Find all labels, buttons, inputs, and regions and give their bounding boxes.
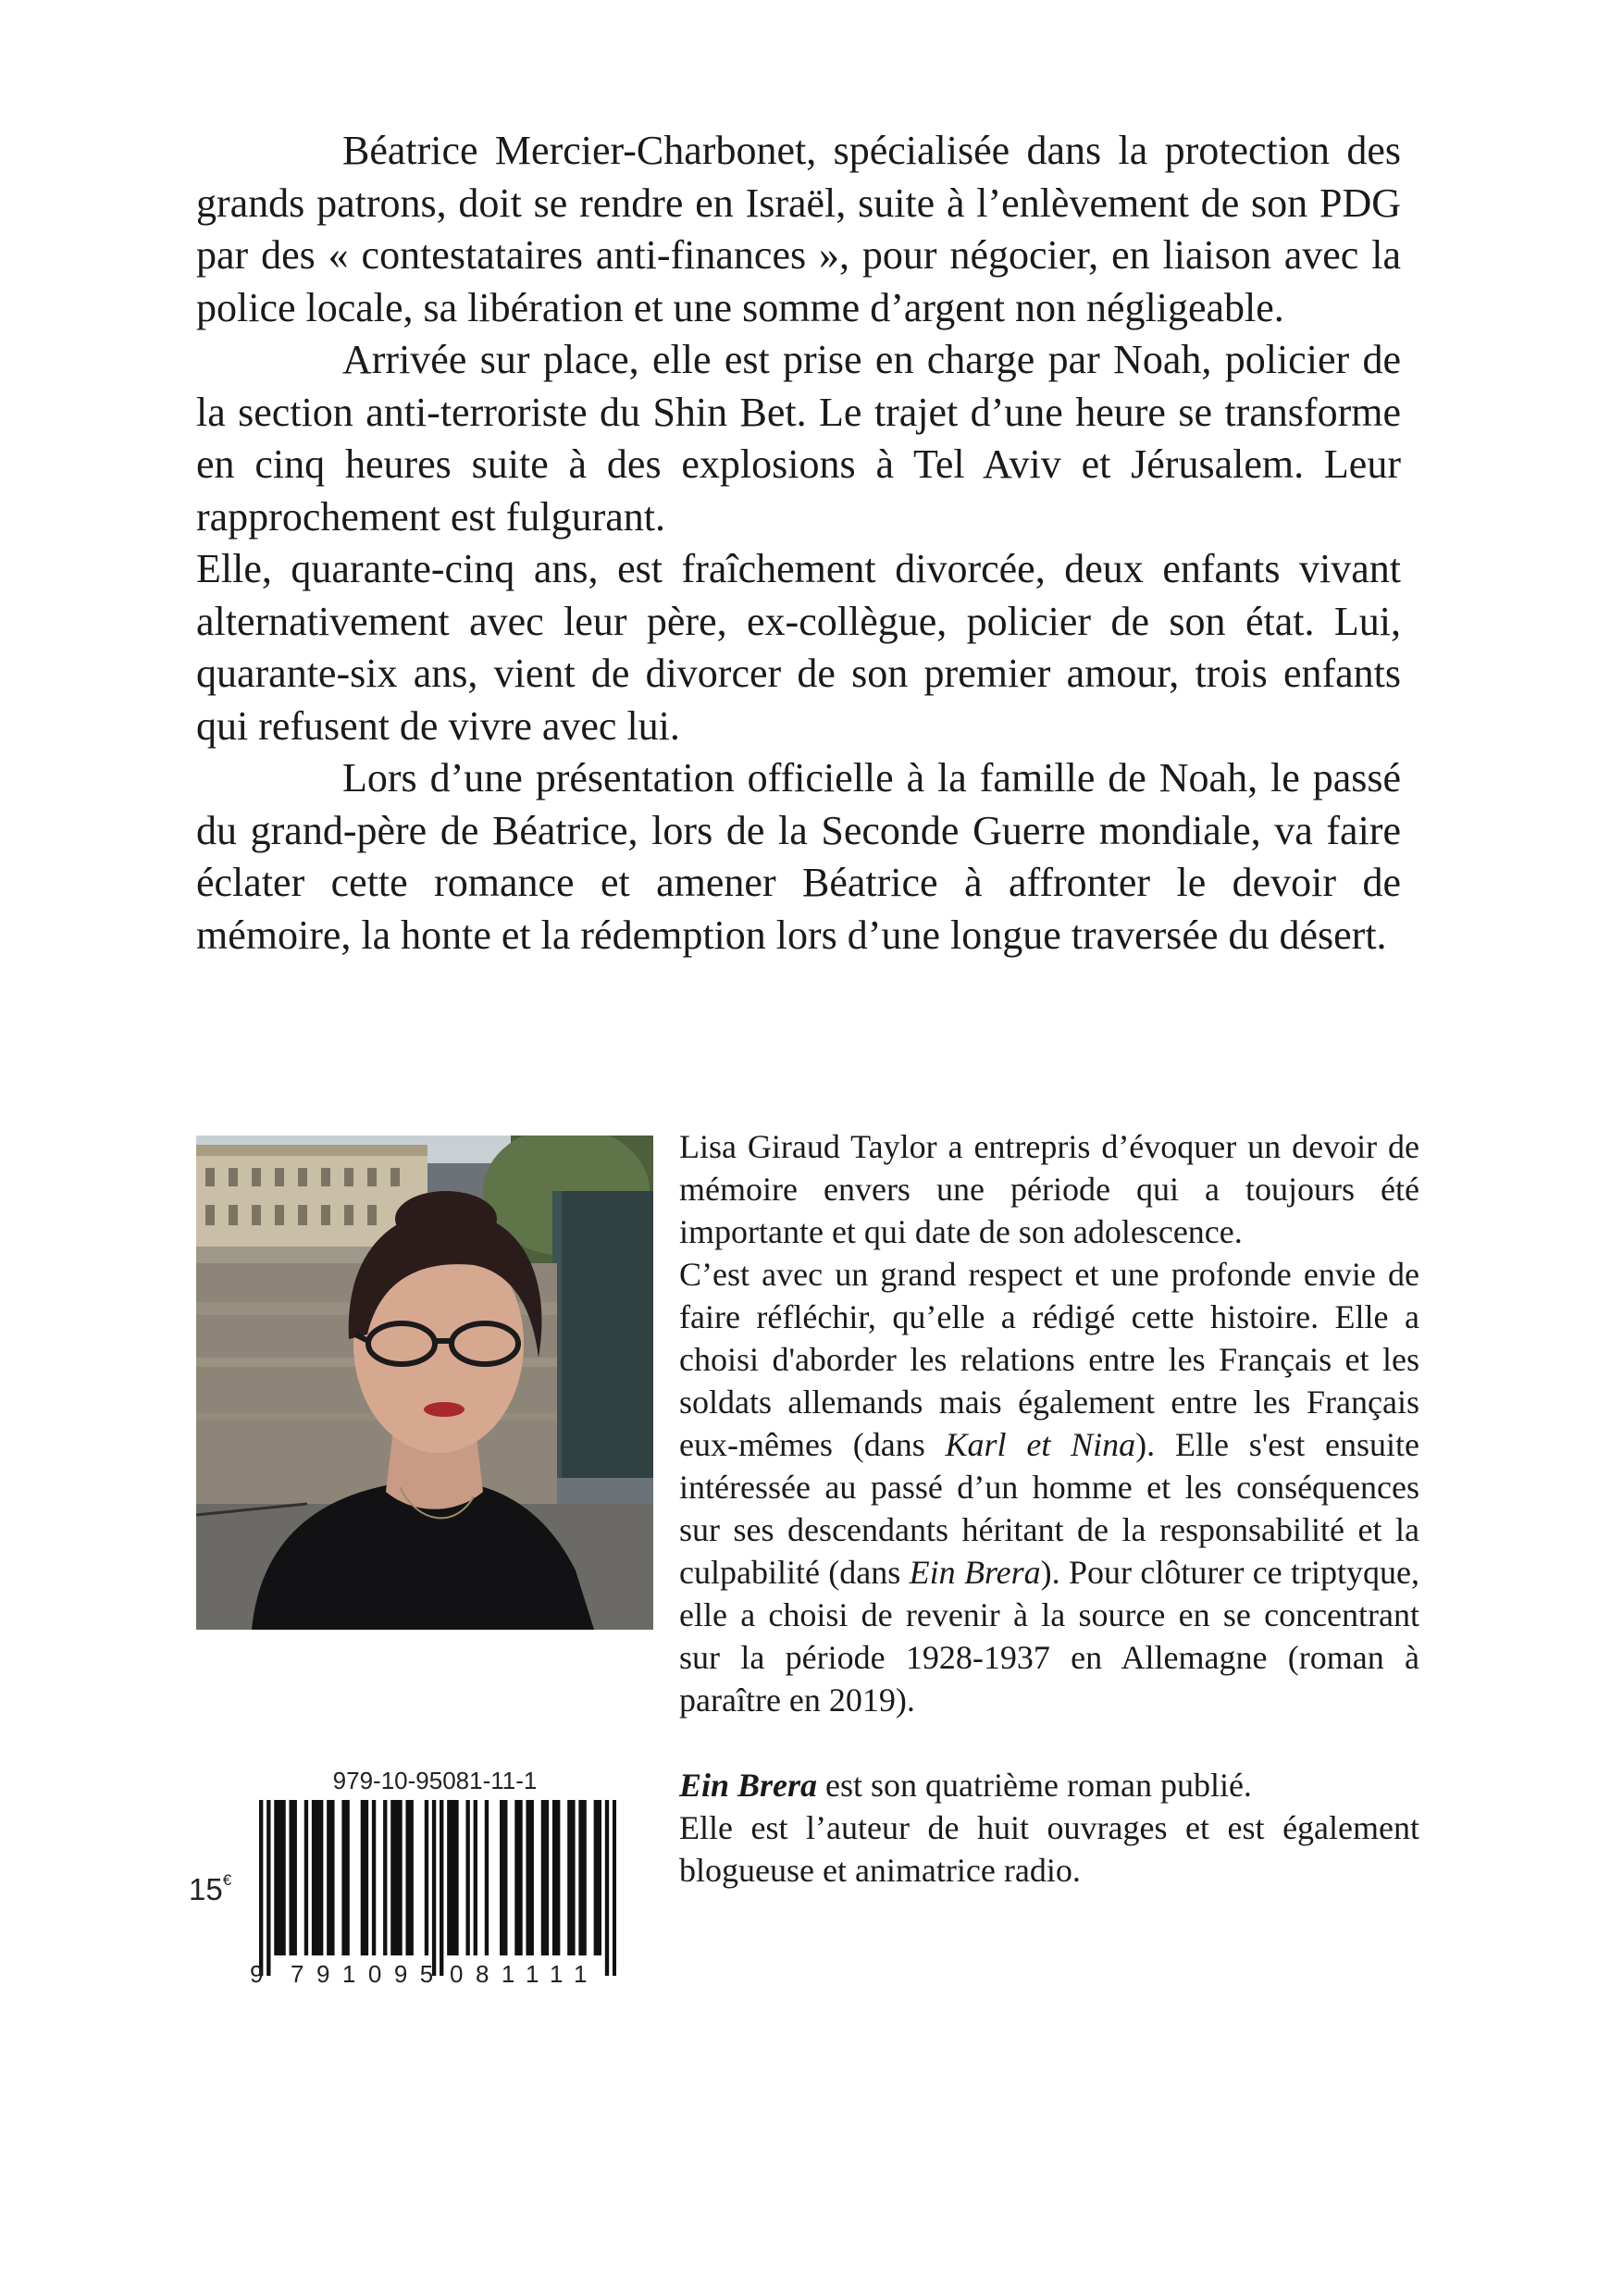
barcode-bar	[465, 1800, 469, 1955]
bio-text: C’est avec un grand respect et une profonde envie de faire réfléchir, qu’elle a rédigé cette histoire. Elle a choisi d'aborder les relations entre les Français et les soldats allemands mais également entre les Français eux-mêmes (dans	[679, 1256, 1419, 1463]
barcode-bar	[485, 1800, 489, 1955]
bio-text: ). Pour clôturer ce triptyque, elle a choisi de revenir à la source en se concentrant sur la période 1928-1937 en Allemagne (roman à paraître en 2019).	[679, 1554, 1419, 1719]
barcode-bar	[341, 1800, 345, 1955]
barcode-bar	[451, 1800, 454, 1955]
barcode-bar	[578, 1800, 582, 1955]
bio-paragraph	[679, 1764, 1419, 1806]
summary-paragraph: Arrivée sur place, elle est prise en charge par Noah, policier de la section anti-terroriste du Shin Bet. Le trajet d’une heure se transforme en cinq heures suite à des explosions à Tel Aviv et Jérusalem. Leur rapprochement est fulgurant.	[196, 337, 1401, 540]
barcode-bar	[447, 1800, 451, 1955]
barcode-bar	[345, 1800, 349, 1955]
barcode-bar	[541, 1800, 545, 1955]
isbn-number: 979-10-95081-11-1	[332, 1767, 538, 1794]
summary-paragraph: Lors d’une présentation officielle à la famille de Noah, le passé du grand-père de Béatrice, lors de la Seconde Guerre mondiale, va faire éclater cette romance et amener Béatrice à affronter le devoir de mémoire, la honte et la rédemption lors d’une longue traversée du désert.	[196, 755, 1401, 958]
barcode	[259, 1800, 616, 1976]
barcode-bar	[365, 1800, 368, 1955]
barcode-bar	[598, 1800, 601, 1955]
barcode-bar	[361, 1800, 365, 1955]
barcode-bar	[530, 1800, 534, 1955]
barcode-bar	[327, 1800, 330, 1955]
barcode-bar	[440, 1800, 443, 1976]
back-cover-summary	[196, 125, 1401, 962]
bio-paragraph	[679, 1253, 1419, 1721]
barcode-bar	[594, 1800, 598, 1955]
barcode-bar	[304, 1800, 308, 1955]
barcode-bar	[500, 1800, 503, 1955]
paragraph-gap	[679, 1721, 1419, 1764]
barcode-bar	[454, 1800, 458, 1955]
barcode-bar	[266, 1800, 270, 1976]
bio-text: est son quatrième roman publié.	[817, 1767, 1252, 1804]
author-photo	[196, 1136, 653, 1630]
barcode-bar	[319, 1800, 323, 1955]
barcode-bar	[372, 1800, 376, 1955]
price-value: 15	[189, 1872, 223, 1906]
barcode-bar	[518, 1800, 522, 1955]
barcode-bar	[316, 1800, 319, 1955]
barcode-bar	[398, 1800, 402, 1955]
barcode-bar	[259, 1800, 263, 1976]
barcode-bar	[425, 1800, 428, 1955]
barcode-bar	[503, 1800, 507, 1955]
barcode-bar	[567, 1800, 571, 1955]
barcode-bar	[582, 1800, 586, 1955]
barcode-bar	[274, 1800, 278, 1955]
barcode-bar	[383, 1800, 387, 1955]
author-biography	[679, 1125, 1419, 1892]
barcode-bar	[278, 1800, 281, 1955]
bio-paragraph: Lisa Giraud Taylor a entrepris d’évoquer un devoir de mémoire envers une période qui a toujours été importante et qui date de son adolescence.	[679, 1128, 1419, 1250]
price-label	[189, 1871, 231, 1907]
bio-text: ). Elle s'est ensuite intéressée au passé d’un homme et les conséquences sur ses descendants héritant de la responsabilité et la culpabilité (dans	[679, 1426, 1419, 1591]
barcode-bar	[526, 1800, 529, 1955]
barcode-bar	[514, 1800, 518, 1955]
barcode-digits-left: 791095	[291, 1960, 446, 1988]
barcode-bar	[330, 1800, 334, 1955]
barcode-digits-right: 081111	[450, 1960, 600, 1988]
barcode-bar	[571, 1800, 575, 1955]
book-title: Karl et Nina	[945, 1426, 1136, 1463]
book-title: Ein Brera	[909, 1554, 1041, 1591]
barcode-bar	[556, 1800, 560, 1955]
summary-paragraph: Elle, quarante-cinq ans, est fraîchement divorcée, deux enfants vivant alternativement avec leur père, ex-collègue, policier de son état. Lui, quarante-six ans, vient de divorcer de son premier amour, trois enfants qui refusent de vivre avec lui.	[196, 546, 1401, 749]
barcode-digit-first: 9	[250, 1960, 264, 1988]
barcode-bar	[605, 1800, 609, 1976]
barcode-bar	[613, 1800, 616, 1976]
bio-paragraph: Elle est l’auteur de huit ouvrages et est également blogueuse et animatrice radio.	[679, 1809, 1419, 1889]
barcode-bar	[432, 1800, 436, 1976]
book-title: Ein Brera	[679, 1767, 818, 1804]
barcode-bar	[293, 1800, 297, 1955]
barcode-bar	[290, 1800, 293, 1955]
barcode-bar	[281, 1800, 285, 1955]
barcode-bar	[545, 1800, 549, 1955]
barcode-bar	[390, 1800, 394, 1955]
barcode-bar	[312, 1800, 316, 1955]
barcode-bar	[405, 1800, 409, 1955]
summary-paragraph: Béatrice Mercier-Charbonet, spécialisée dans la protection des grands patrons, doit se rendre en Israël, suite à l’enlèvement de son PDG par des « contestataires anti-finances », pour négocier, en liaison avec la police locale, sa libération et une somme d’argent non négligeable.	[196, 128, 1401, 330]
barcode-bar	[394, 1800, 398, 1955]
barcode-bar	[552, 1800, 556, 1955]
barcode-bar	[410, 1800, 414, 1955]
price-currency: €	[222, 1871, 232, 1889]
barcode-bar	[474, 1800, 477, 1955]
